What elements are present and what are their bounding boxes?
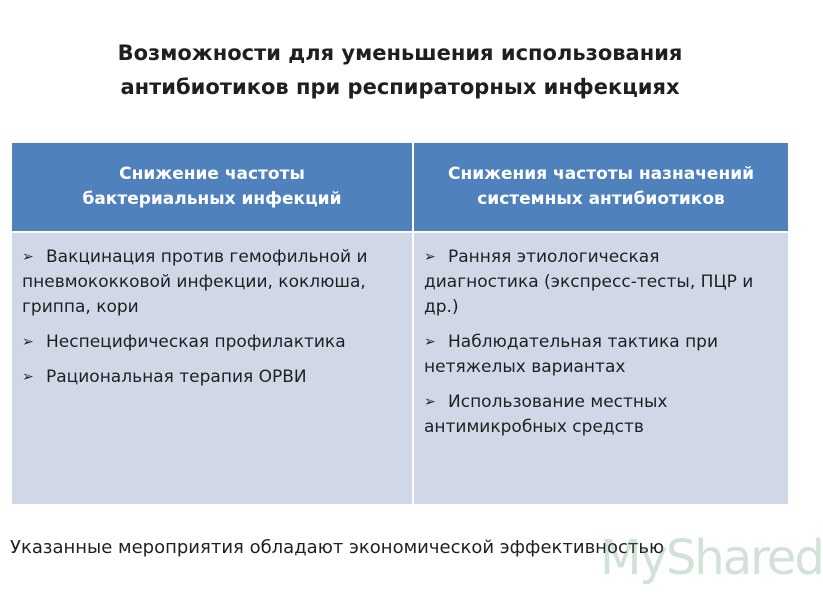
list-item (424, 330, 776, 380)
arrow-bullet-icon: ➢ (22, 369, 34, 385)
header-right-line-1: Снижения частоты назначений (447, 164, 755, 184)
list-item (22, 365, 400, 390)
watermark-logo: MyShared (600, 530, 823, 586)
list-item (424, 245, 776, 320)
list-item (424, 390, 776, 440)
arrow-bullet-icon: ➢ (22, 249, 34, 265)
header-cell-left (11, 142, 413, 232)
table-header-row (11, 142, 789, 232)
header-right-line-2: системных антибиотиков (477, 189, 725, 209)
comparison-table (10, 141, 790, 506)
footer-note: Указанные мероприятия обладают экономической эффективностью (10, 537, 665, 558)
table-body-row (11, 232, 789, 505)
title-line-1: Возможности для уменьшения использования (117, 41, 683, 65)
body-cell-right (413, 232, 789, 505)
list-item-text: Неспецифическая профилактика (46, 332, 346, 352)
body-cell-left (11, 232, 413, 505)
arrow-bullet-icon: ➢ (424, 249, 436, 265)
arrow-bullet-icon: ➢ (22, 334, 34, 350)
header-left-line-2: бактериальных инфекций (82, 189, 342, 209)
header-cell-right (413, 142, 789, 232)
list-item (22, 330, 400, 355)
header-left-line-1: Снижение частоты (119, 164, 305, 184)
list-item-text: Ранняя этиологическая диагностика (экспресс-тесты, ПЦР и др.) (424, 247, 754, 317)
slide-title (40, 36, 760, 104)
list-item-text: Вакцинация против гемофильной и пневмококковой инфекции, коклюша, гриппа, кори (22, 247, 368, 317)
list-item (22, 245, 400, 320)
list-item-text: Рациональная терапия ОРВИ (46, 367, 307, 387)
list-item-text: Использование местных антимикробных средств (424, 392, 668, 437)
arrow-bullet-icon: ➢ (424, 334, 436, 350)
list-item-text: Наблюдательная тактика при нетяжелых вариантах (424, 332, 719, 377)
arrow-bullet-icon: ➢ (424, 394, 436, 410)
title-line-2: антибиотиков при респираторных инфекциях (120, 75, 680, 99)
